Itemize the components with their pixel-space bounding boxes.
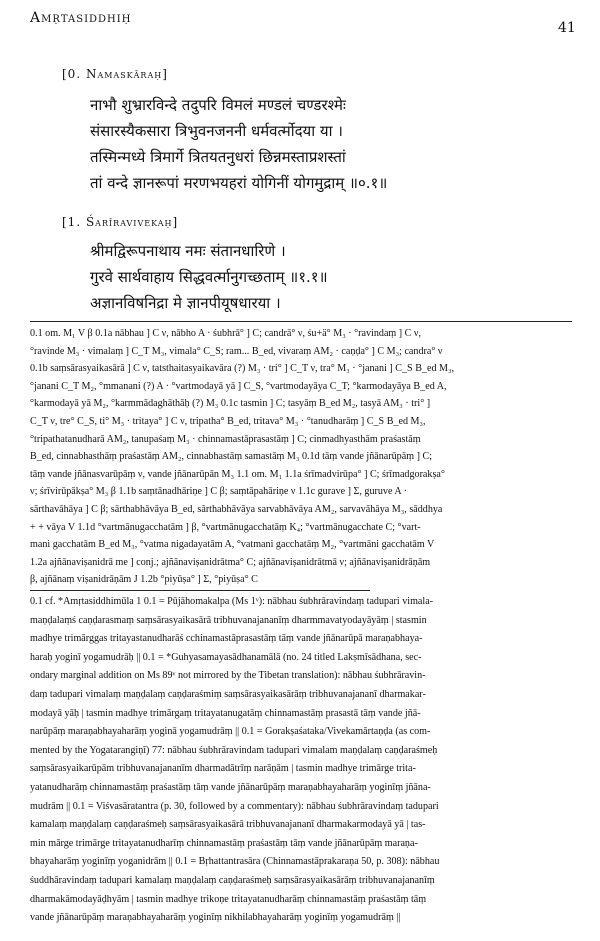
testimonia-line: mented by the Yogatarangiṇī) 77: nābhau śubhrāravindam tadupari vimalam maṇḍalaṃ caṇḍaraśmeḥ: [30, 744, 438, 756]
apparatus-line: °tripathatanudharā AM₂, tanupaśaṃ M₃ · chinnamastāprasastāṃ ] C; cinmadhyasthām praśastāṃ: [30, 433, 421, 445]
verse-block-namaskara: [90, 92, 387, 196]
testimonia-line: min mārge trimārge tritayatanudharīṃ chinnamastāṃ praśastāṃ tāṃ vande jñānarūpāṃ maraṇa-: [30, 837, 418, 849]
section-heading-sarira-viveka: [1. Śarīravivekaḥ]: [62, 215, 179, 229]
testimonia-line: mudrām || 0.1 = Viśvasāratantra (p. 30, followed by a commentary): nābhau śubhrāravindaṃ tadupari: [30, 800, 439, 812]
testimonia-line: madhye trimārggas tritayastanudharāś cchinamastāprasastāṃ tāṃ vande jñānarūpā maraṇabhaya-: [30, 633, 423, 645]
verse-line: अज्ञानविषनिद्रा मे ज्ञानपीयूषधारया ।: [90, 294, 281, 312]
critical-apparatus: [30, 325, 572, 589]
verse-line: श्रीमद्विरूपनाथाय नमः संतानधारिणे ।: [90, 242, 286, 260]
testimonia-line: 0.1 cf. *Amṛtasiddhimūla 1 0.1 = Pūjāhomakalpa (Ms 1ᵛ): nābhau śubhrāravindaṃ tadupari vimala-: [30, 596, 434, 607]
apparatus-line: mani gacchatām B_ed M₃, °vatma nigadayatām A, °vatmani gacchatāṃ M₂, °vartmāni gacchatām V: [30, 539, 435, 551]
apparatus-line: 0.1 om. M₁ V β 0.1a nābhau ] C ν, nābho A · śubhrā° ] C; candrā° ν, śu+ä° M₃ · °ravindaṃ ] C ν,: [30, 328, 422, 339]
apparatus-line: + + vāya V 1.1d °vartmānugacchatām ] β, °vartmānugacchatāṃ K₄; °vartmānugacchate C; °vart-: [30, 521, 421, 533]
testimonia-line: yatanudharāṃ chinnamastāṃ praśastāṃ tāṃ vande jñānarūpāṃ maraṇabhayaharāṃ yoginīṃ jñāna-: [30, 781, 431, 793]
testimonia-line: maṇḍalaṃś caṇḍarasmaṃ saṃsārasyaikasārā tribhuvanajananīṃ dharmmavatyodayāyāṃ | stasmin: [30, 614, 427, 626]
verse-line: तस्मिन्मध्ये त्रिमार्गे त्रितयतनुधरां छिन्नमस्ताप्रशस्तां: [90, 148, 346, 166]
apparatus-divider: [30, 321, 572, 322]
testimonia-line: saṃsārasyaikarūpām tribhuvanajananīm dharmadātrīṃ narāṇām | tasmin madhye trimārge trita-: [30, 763, 416, 775]
verse-line: तां वन्दे ज्ञानरूपां मरणभयहरां योगिनीं योगमुद्राम् ॥०.१॥: [90, 174, 388, 192]
testimonia-line: narūpāṃ maraṇabhayaharāṃ yoginā yogamudrāṃ || 0.1 = Gorakṣaśataka/Vivekamārtaṇḍa (as com-: [30, 726, 431, 738]
apparatus-line: 0.1b saṃsārasyaikasārā ] C ν, tatsthaitasyaikavāra (?) M₃ · tri° ] C_T ν, tra° M₃ · °janani ] C_S B_ed M₃,: [30, 363, 455, 375]
testimonia-apparatus: [30, 593, 572, 928]
apparatus-line: °ravinde M₃ · vimalaṃ ] C_T M₃, vimala° C_S; ram... B_ed, vivaraṃ AM₂ · caṇḍa° ] C M₃; candra° ν: [30, 345, 443, 357]
apparatus-line: ν; śrīvirūpākṣa° M₃ β 1.1b saṃtānadhāriṇe ] C β; saṃtāpahāriṇe ν 1.1c gurave ] Σ, guruve A ·: [30, 486, 408, 498]
apparatus-line: °janani C_T M₂, °mmanani (?) A · °vartmodayā yā ] C_S, °vartmodayāya C_T; °karmodayāya B_ed A,: [30, 380, 447, 392]
testimonia-line: ondary marginal addition on Ms 89ᵛ not mirrored by the Tibetan translation): nābhau śubhrāravin-: [30, 670, 426, 682]
apparatus-line: B_ed, cinnabhasthāṃ praśastāṃ AM₂, cinnabhastāṃ samastāṃ M₃ 0.1d tāṃ vande jñānarūpāṃ ] C;: [30, 451, 432, 463]
testimonia-line: bhayaharāṃ yoginīṃ yoganidrām || 0.1 = Bṛhattantrasāra (Chinnamastāprakaraṇa 50, p. 308): nābhau: [30, 856, 440, 868]
testimonia-line: modayā yāḥ | tasmin madhye trimārgaṃ tritayatanugatāṃ chinnamastāṃ prasastā tāṃ vande jñā-: [30, 707, 421, 719]
page-number: 41: [558, 20, 576, 36]
apparatus-line: tāṃ vande jñānasvarūpāṃ ν, vande jñānarūpān M₃ 1.1 om. M₁ 1.1a śrīmadvirūpa° ] C; śrīmadgorakṣa°: [30, 468, 445, 480]
verse-line: नाभौ शुभ्रारविन्दे तदुपरि विमलं मण्डलं चण्डरश्मेः: [90, 96, 346, 114]
testimonia-line: kamalaṃ maṇḍalaṃ caṇḍaraśmeḥ saṃsārasyaikasārā tribhuvanajananī dharmakarmodayā yā | tas-: [30, 819, 426, 831]
testimonia-line: dharmakāmodayāḍhyām | tasmin madhye trikoṇe tritayatanudharāṃ chinnamastāṃ praśastāṃ tāṃ: [30, 893, 427, 905]
running-title: Amṛtasiddhiḥ: [30, 10, 132, 26]
apparatus-line: 1.2a ajñānaviṣanidrā me ] conj.; ajñānaviṣanidrātma° C; ajñānaviṣanidrātmā ν; ajñānaviṣanidrāṇām: [30, 556, 431, 568]
testimonia-divider: [30, 590, 370, 591]
testimonia-line: daṃ tadupari vimalaṃ maṇḍalaṃ caṇḍaraśmiṃ saṃsārasyaikasārāṃ tribhuvanajananī dharmakar-: [30, 688, 426, 700]
verse-line: संसारस्यैकसारा त्रिभुवनजननी धर्मवर्त्मोदया या ।: [90, 122, 343, 140]
section-heading-namaskara: [0. Namaskāraḥ]: [62, 67, 168, 81]
testimonia-line: śuddhāravindaṃ tadupari kamalaṃ maṇḍalaṃ caṇḍaraśmeḥ saṃsārasyaikasārāṃ tribhuvanajananīṃ: [30, 874, 435, 886]
apparatus-line: C_T ν, tre° C_S, ti° M₃ · tritaya° ] C ν, tripatha° B_ed, tritava° M₃ · °tanudharāṃ ] C_S B_ed M₃,: [30, 415, 426, 427]
testimonia-line: haraḥ yoginī yogamudrāḥ || 0.1 = *Guhyasamayasādhanamālā (no. 24 titled Lakṣmīsādhana, sec-: [30, 651, 422, 663]
apparatus-line: β, ajñānaṃ viṣanidrāṇām J 1.2b °piyūṣa° ] Σ, °piyūṣa° C: [30, 574, 258, 586]
verse-block-sarira-viveka: [90, 238, 328, 316]
apparatus-line: °karmodayā yā M₂, °karmmādaghāthāḥ (?) M₃ 0.1c tasmin ] C; tasyāṃ B_ed M₂, tasyā AM₃ · tri° ]: [30, 398, 431, 410]
apparatus-line: sārthavāhāya ] C β; sārthabhāvāya B_ed, sārthabhāvāya sarvabhāvāya AM₂, sarvavāhāya M₃, sāddhya: [30, 503, 443, 515]
verse-line: गुरवे सार्थवाहाय सिद्धवर्त्मानुगच्छताम् ॥१.१॥: [90, 268, 328, 286]
testimonia-line: vande jñānarūpāṃ maraṇabhayaharāṃ yoginīṃ nikhilabhayaharāṃ yoginīṃ yogamudrāṃ ||: [30, 912, 401, 924]
